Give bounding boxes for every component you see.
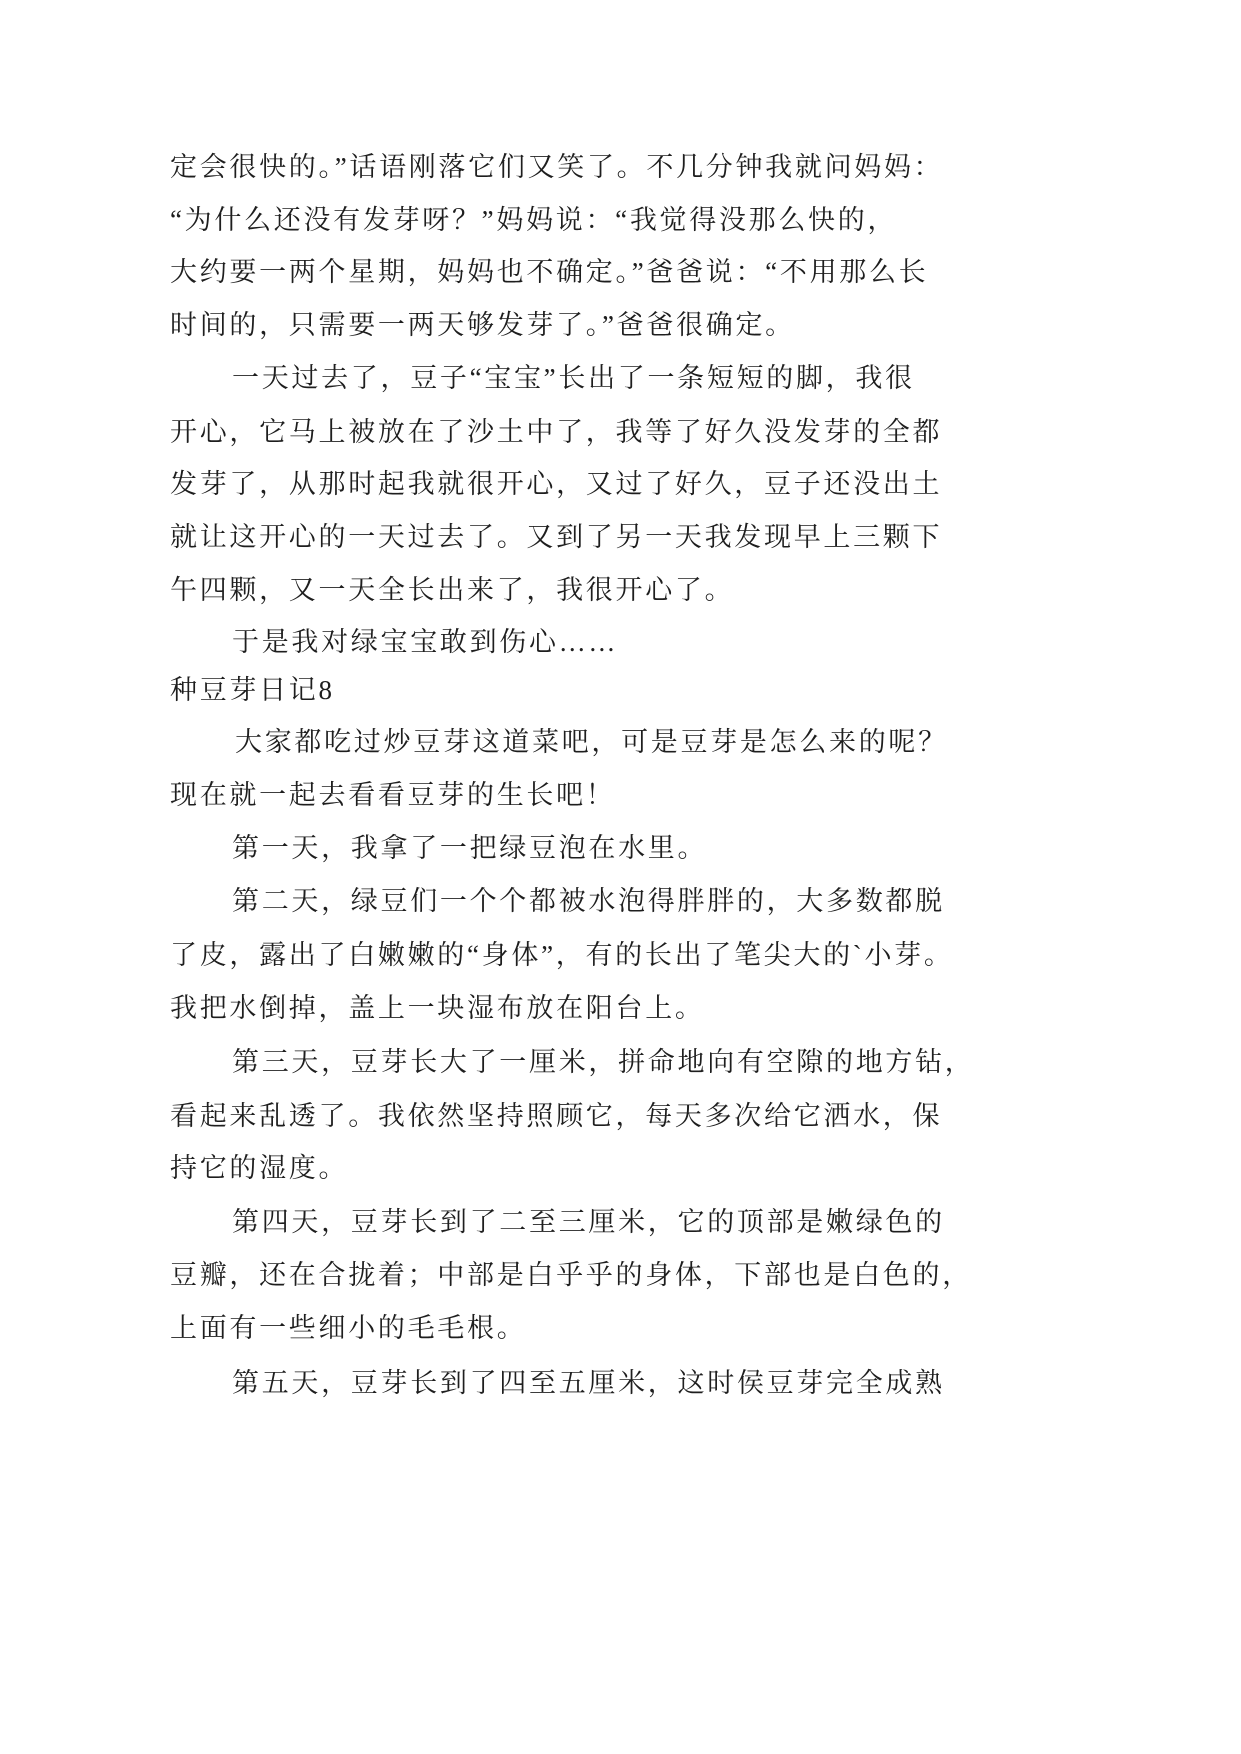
text-line: 豆瓣，还在合拢着；中部是白乎乎的身体，下部也是白色的， <box>170 1260 972 1290</box>
text-line: 上面有一些细小的毛毛根。 <box>170 1313 527 1343</box>
text-line: 就让这开心的一天过去了。又到了另一天我发现早上三颗下 <box>170 522 943 552</box>
text-line: 我把水倒掉，盖上一块湿布放在阳台上。 <box>170 993 705 1023</box>
text-line: “为什么还没有发芽呀？”妈妈说：“我觉得没那么快的， <box>170 205 898 235</box>
text-line: 持它的湿度。 <box>170 1153 349 1183</box>
text-line: 现在就一起去看看豆芽的生长吧！ <box>170 780 616 810</box>
text-line: 大约要一两个星期，妈妈也不确定。”爸爸说：“不用那么长 <box>170 257 929 287</box>
paragraph-first-line: 第四天，豆芽长到了二至三厘米，它的顶部是嫩绿色的 <box>232 1207 945 1237</box>
section-heading: 种豆芽日记8 <box>170 675 335 705</box>
text-line: 了皮，露出了白嫩嫩的“身体”，有的长出了笔尖大的`小芽。 <box>170 940 954 970</box>
text-line: 看起来乱透了。我依然坚持照顾它，每天多次给它洒水，保 <box>170 1101 943 1131</box>
paragraph-first-line: 第五天，豆芽长到了四至五厘米，这时侯豆芽完全成熟 <box>232 1368 945 1398</box>
paragraph-first-line: 一天过去了，豆子“宝宝”长出了一条短短的脚，我很 <box>232 363 915 393</box>
text-line: 午四颗，又一天全长出来了，我很开心了。 <box>170 575 735 605</box>
text-line: 开心，它马上被放在了沙土中了，我等了好久没发芽的全都 <box>170 417 943 447</box>
text-line: 发芽了，从那时起我就很开心，又过了好久，豆子还没出土 <box>170 469 943 499</box>
paragraph-first-line: 第三天，豆芽长大了一厘米，拼命地向有空隙的地方钻， <box>232 1047 975 1077</box>
paragraph-first-line: 于是我对绿宝宝敢到伤心…… <box>232 627 619 657</box>
text-line: 时间的，只需要一两天够发芽了。”爸爸很确定。 <box>170 310 795 340</box>
paragraph-first-line: 第一天，我拿了一把绿豆泡在水里。 <box>232 833 708 863</box>
paragraph-first-line: 第二天，绿豆们一个个都被水泡得胖胖的，大多数都脱 <box>232 886 945 916</box>
text-line: 定会很快的。”话语刚落它们又笑了。不几分钟我就问妈妈： <box>170 152 944 182</box>
paragraph-first-line: 大家都吃过炒豆芽这道菜吧，可是豆芽是怎么来的呢？ <box>235 727 948 757</box>
